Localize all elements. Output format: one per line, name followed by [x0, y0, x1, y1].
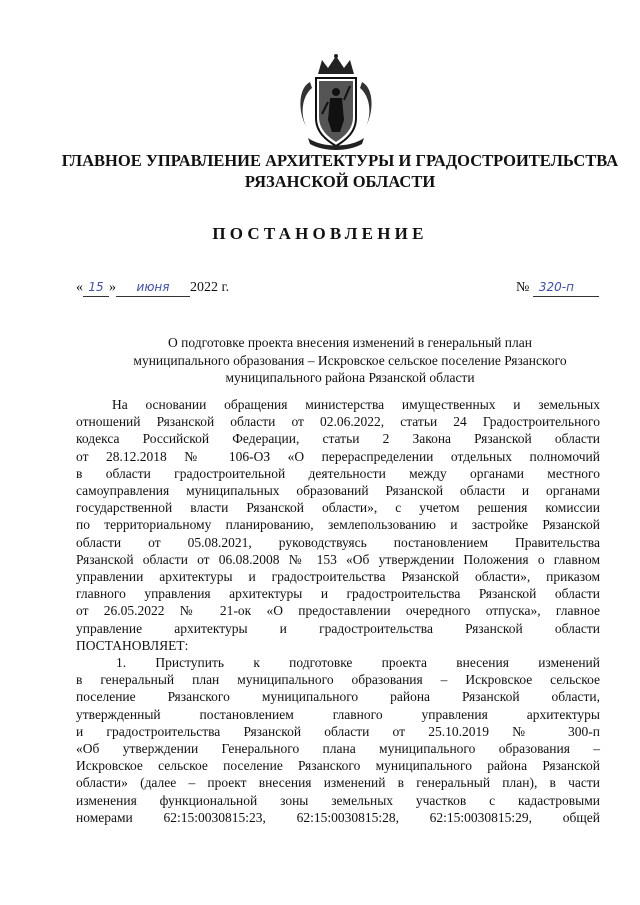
document-body [76, 396, 600, 826]
item-1-line: области» (далее – проект внесения изменений в генеральный план), в части [76, 775, 600, 791]
date-open-quote: « [76, 280, 83, 295]
preamble-line: отношений Рязанской области от 02.06.2022, статьи 24 Градостроительного [76, 414, 600, 430]
date-month-handwritten: июня [136, 280, 170, 294]
date-day-handwritten: 15 [88, 280, 104, 294]
ryazan-coat-of-arms-emblem [288, 52, 384, 152]
document-number [516, 280, 599, 297]
document-date [76, 280, 229, 297]
preamble-line: управление архитектуры и градостроительства Рязанской области [76, 620, 600, 636]
preamble-line: области от 05.08.2021, руководствуясь постановлением Правительства [76, 534, 600, 550]
preamble-line: по территориальному планированию, землепользованию и застройке Рязанской [76, 517, 600, 533]
preamble-line: На основании обращения министерства имущественных и земельных [112, 397, 600, 412]
agency-name-line-1: ГЛАВНОЕ УПРАВЛЕНИЕ АРХИТЕКТУРЫ И ГРАДОСТРОИТЕЛЬСТВА [61, 151, 619, 170]
preamble-line: государственной власти Рязанской области», с учетом решения комиссии [76, 500, 600, 516]
item-1-line: Искровское сельское поселение Рязанского муниципального района Рязанской [76, 758, 600, 774]
number-prefix: № [516, 280, 530, 295]
item-1-line: в генеральный план муниципального образования – Искровское сельское [76, 672, 600, 688]
date-close-quote: » [109, 280, 116, 295]
preamble-line: главного управления архитектуры и градостроительства Рязанской области [76, 586, 600, 602]
preamble-line: самоуправления муниципальных образований Рязанской области и органами [76, 483, 600, 499]
item-1-line: поселение Рязанского муниципального района Рязанской области, [76, 689, 600, 705]
subject-line: муниципального образования – Искровское сельское поселение Рязанского [133, 352, 567, 368]
preamble-line: кодекса Российской Федерации, статьи 2 Закона Рязанской области [76, 431, 600, 447]
date-year: 2022 г. [190, 280, 230, 295]
preamble-line: Рязанской области от 06.08.2008 № 153 «Об утверждении Положения о главном [76, 551, 600, 567]
preamble-line: в области градостроительной деятельности между органами местного [76, 465, 600, 481]
resolves-heading: ПОСТАНОВЛЯЕТ: [76, 637, 189, 653]
subject-line: муниципального района Рязанской области [225, 370, 475, 385]
preamble-line: от 28.12.2018 № 106-ОЗ «О перераспределении отдельных полномочий [76, 448, 600, 464]
agency-name [40, 150, 640, 192]
agency-name-line-2: РЯЗАНСКОЙ ОБЛАСТИ [244, 172, 436, 191]
item-1-line: номерами 62:15:0030815:23, 62:15:0030815:28, 62:15:0030815:29, общей [76, 809, 600, 825]
number-handwritten: 320-п [538, 280, 574, 294]
item-1-line: «Об утверждении Генерального плана муниципального образования – [76, 741, 600, 757]
item-1-line: изменения функциональной зоны земельных участков с кадастровыми [76, 792, 600, 808]
preamble-line: управлении архитектуры и градостроительства Рязанской области», приказом [76, 569, 600, 585]
subject-line: О подготовке проекта внесения изменений в генеральный план [168, 335, 532, 350]
item-1-line: и градостроительства Рязанской области от 25.10.2019 № 300-п [76, 723, 600, 739]
item-1-line: 1. Приступить к подготовке проекта внесения изменений [116, 655, 600, 671]
document-type-heading: ПОСТАНОВЛЕНИЕ [212, 224, 428, 243]
preamble-line: от 26.05.2022 № 21-ок «О предоставлении очередного отпуска», главное [76, 603, 600, 619]
document-subject [60, 334, 640, 387]
item-1-line: утвержденный постановлением главного управления архитектуры [76, 706, 600, 722]
